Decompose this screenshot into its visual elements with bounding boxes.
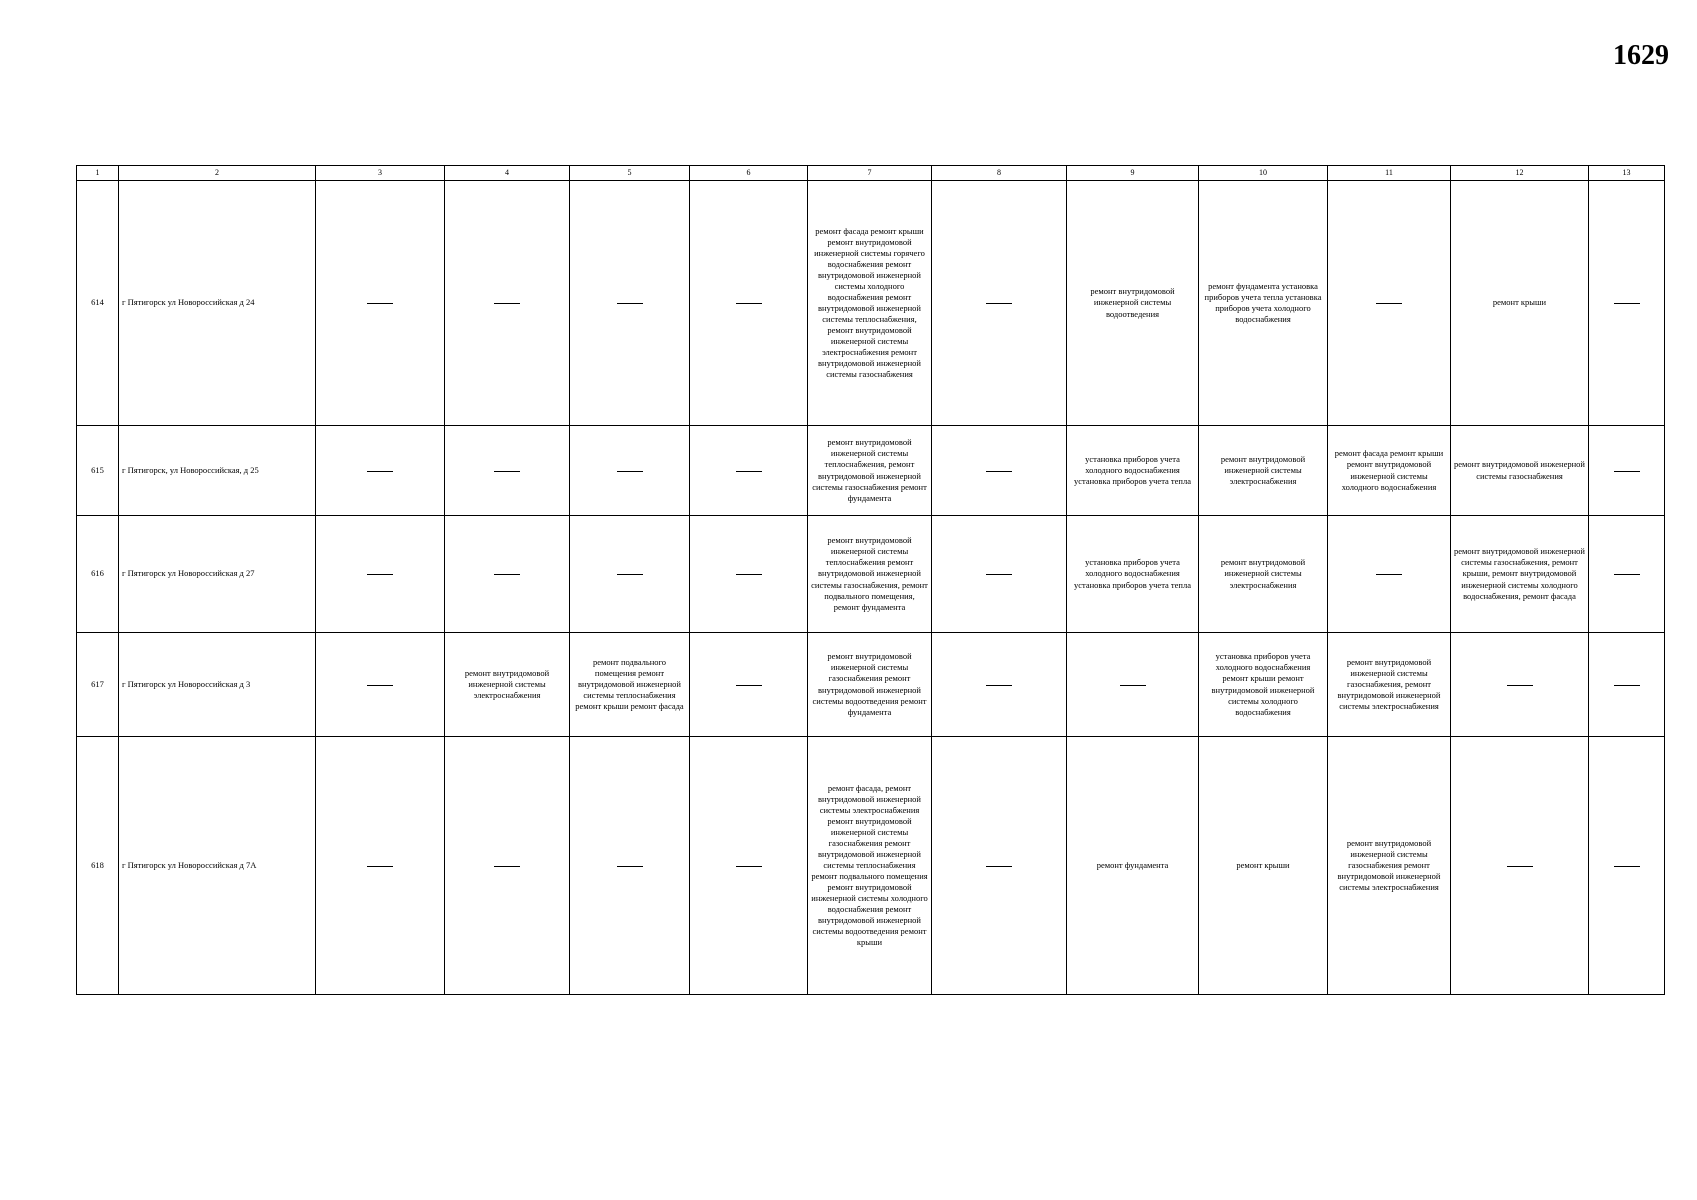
work-cell-c12 (1451, 737, 1589, 995)
work-cell-c10: ремонт крыши (1199, 737, 1328, 995)
work-cell-c13 (1589, 633, 1665, 737)
work-cell-c12 (1451, 633, 1589, 737)
column-number-cell: 6 (690, 166, 808, 181)
work-cell-c7: ремонт внутридомовой инженерной системы теплоснабжения, ремонт внутридомовой инженерной системы газоснабжения ремонт фундамента (808, 426, 932, 516)
dash-mark (1614, 303, 1640, 304)
dash-mark (494, 574, 520, 575)
dash-mark (617, 866, 643, 867)
column-number-cell: 11 (1328, 166, 1451, 181)
column-number-cell: 7 (808, 166, 932, 181)
dash-mark (617, 471, 643, 472)
column-number-cell: 13 (1589, 166, 1665, 181)
work-cell-c9: установка приборов учета холодного водоснабжения установка приборов учета тепла (1067, 516, 1199, 633)
work-cell-c6 (690, 737, 808, 995)
dash-mark (1614, 866, 1640, 867)
work-cell-c7: ремонт фасада, ремонт внутридомовой инженерной системы электроснабжения ремонт внутридомовой инженерной системы газоснабжения ремонт внутридомовой инженерной системы теплоснабжения ремонт подвального помещения ремонт внутридомовой инженерной системы холодного водоснабжения ремонт внутридомовой инженерной системы водоотведения ремонт крыши (808, 737, 932, 995)
table-row (77, 516, 1665, 633)
work-cell-c13 (1589, 737, 1665, 995)
dash-mark (367, 471, 393, 472)
work-cell-c6 (690, 633, 808, 737)
work-cell-c4: ремонт внутридомовой инженерной системы электроснабжения (445, 633, 570, 737)
table-row (77, 737, 1665, 995)
column-number-row (77, 166, 1665, 181)
column-number-cell: 10 (1199, 166, 1328, 181)
work-cell-c13 (1589, 516, 1665, 633)
work-cell-c5: ремонт подвального помещения ремонт внутридомовой инженерной системы теплоснабжения ремонт крыши ремонт фасада (570, 633, 690, 737)
column-number-cell: 12 (1451, 166, 1589, 181)
dash-mark (1507, 685, 1533, 686)
work-cell-c10: установка приборов учета холодного водоснабжения ремонт крыши ремонт внутридомовой инженерной системы холодного водоснабжения (1199, 633, 1328, 737)
row-number-cell: 617 (77, 633, 119, 737)
work-cell-c12: ремонт внутридомовой инженерной системы газоснабжения, ремонт крыши, ремонт внутридомовой инженерной системы холодного водоснабжения, ремонт фасада (1451, 516, 1589, 633)
dash-mark (367, 866, 393, 867)
work-cell-c5 (570, 181, 690, 426)
row-number-cell: 618 (77, 737, 119, 995)
row-number-cell: 616 (77, 516, 119, 633)
work-cell-c8 (932, 426, 1067, 516)
dash-mark (986, 574, 1012, 575)
table-row (77, 426, 1665, 516)
dash-mark (367, 303, 393, 304)
row-number-cell: 614 (77, 181, 119, 426)
page-number: 1629 (1613, 40, 1669, 71)
work-cell-c4 (445, 181, 570, 426)
work-cell-c8 (932, 181, 1067, 426)
work-cell-c10: ремонт фундамента установка приборов учета тепла установка приборов учета холодного водоснабжения (1199, 181, 1328, 426)
dash-mark (367, 685, 393, 686)
work-cell-c13 (1589, 426, 1665, 516)
work-cell-c5 (570, 516, 690, 633)
dash-mark (736, 303, 762, 304)
work-cell-c4 (445, 737, 570, 995)
column-number-cell: 9 (1067, 166, 1199, 181)
address-cell: г Пятигорск, ул Новороссийская, д 25 (119, 426, 316, 516)
dash-mark (617, 303, 643, 304)
work-cell-c5 (570, 426, 690, 516)
work-cell-c3 (316, 633, 445, 737)
dash-mark (1120, 685, 1146, 686)
address-cell: г Пятигорск ул Новороссийская д 3 (119, 633, 316, 737)
dash-mark (736, 574, 762, 575)
work-cell-c3 (316, 737, 445, 995)
work-cell-c4 (445, 426, 570, 516)
work-cell-c9: ремонт внутридомовой инженерной системы водоотведения (1067, 181, 1199, 426)
dash-mark (736, 471, 762, 472)
work-cell-c12: ремонт внутридомовой инженерной системы газоснабжения (1451, 426, 1589, 516)
column-number-cell: 1 (77, 166, 119, 181)
table-row (77, 181, 1665, 426)
work-cell-c8 (932, 516, 1067, 633)
dash-mark (736, 866, 762, 867)
work-cell-c9: установка приборов учета холодного водоснабжения установка приборов учета тепла (1067, 426, 1199, 516)
work-cell-c13 (1589, 181, 1665, 426)
work-cell-c11 (1328, 516, 1451, 633)
dash-mark (494, 303, 520, 304)
work-cell-c8 (932, 633, 1067, 737)
work-cell-c7: ремонт фасада ремонт крыши ремонт внутридомовой инженерной системы горячего водоснабжения ремонт внутридомовой инженерной системы холодного водоснабжения ремонт внутридомовой инженерной системы теплоснабжения, ремонт внутридомовой инженерной системы электроснабжения ремонт внутридомовой инженерной системы газоснабжения (808, 181, 932, 426)
work-cell-c11: ремонт фасада ремонт крыши ремонт внутридомовой инженерной системы холодного водоснабжения (1328, 426, 1451, 516)
work-cell-c9 (1067, 633, 1199, 737)
work-cell-c3 (316, 516, 445, 633)
column-number-cell: 5 (570, 166, 690, 181)
work-cell-c12: ремонт крыши (1451, 181, 1589, 426)
work-cell-c6 (690, 516, 808, 633)
column-number-cell: 3 (316, 166, 445, 181)
dash-mark (617, 574, 643, 575)
work-cell-c10: ремонт внутридомовой инженерной системы электроснабжения (1199, 516, 1328, 633)
work-cell-c10: ремонт внутридомовой инженерной системы электроснабжения (1199, 426, 1328, 516)
work-cell-c9: ремонт фундамента (1067, 737, 1199, 995)
dash-mark (367, 574, 393, 575)
work-cell-c3 (316, 181, 445, 426)
work-cell-c7: ремонт внутридомовой инженерной системы газоснабжения ремонт внутридомовой инженерной системы водоотведения ремонт фундамента (808, 633, 932, 737)
dash-mark (1614, 685, 1640, 686)
dash-mark (736, 685, 762, 686)
address-cell: г Пятигорск ул Новороссийская д 24 (119, 181, 316, 426)
work-cell-c3 (316, 426, 445, 516)
work-cell-c4 (445, 516, 570, 633)
dash-mark (1614, 574, 1640, 575)
table-body (77, 166, 1665, 995)
work-cell-c11: ремонт внутридомовой инженерной системы газоснабжения, ремонт внутридомовой инженерной системы электроснабжения (1328, 633, 1451, 737)
column-number-cell: 4 (445, 166, 570, 181)
dash-mark (1376, 303, 1402, 304)
work-cell-c11: ремонт внутридомовой инженерной системы газоснабжения ремонт внутридомовой инженерной системы электроснабжения (1328, 737, 1451, 995)
dash-mark (986, 471, 1012, 472)
address-cell: г Пятигорск ул Новороссийская д 27 (119, 516, 316, 633)
work-cell-c11 (1328, 181, 1451, 426)
work-cell-c6 (690, 181, 808, 426)
dash-mark (1376, 574, 1402, 575)
work-cell-c6 (690, 426, 808, 516)
repair-schedule-table (76, 165, 1665, 995)
address-cell: г Пятигорск ул Новороссийская д 7А (119, 737, 316, 995)
dash-mark (494, 471, 520, 472)
dash-mark (986, 303, 1012, 304)
work-cell-c8 (932, 737, 1067, 995)
dash-mark (1507, 866, 1533, 867)
row-number-cell: 615 (77, 426, 119, 516)
work-cell-c7: ремонт внутридомовой инженерной системы теплоснабжения ремонт внутридомовой инженерной системы газоснабжения, ремонт подвального помещения, ремонт фундамента (808, 516, 932, 633)
work-cell-c5 (570, 737, 690, 995)
column-number-cell: 2 (119, 166, 316, 181)
dash-mark (986, 685, 1012, 686)
dash-mark (1614, 471, 1640, 472)
column-number-cell: 8 (932, 166, 1067, 181)
dash-mark (494, 866, 520, 867)
dash-mark (986, 866, 1012, 867)
table-row (77, 633, 1665, 737)
